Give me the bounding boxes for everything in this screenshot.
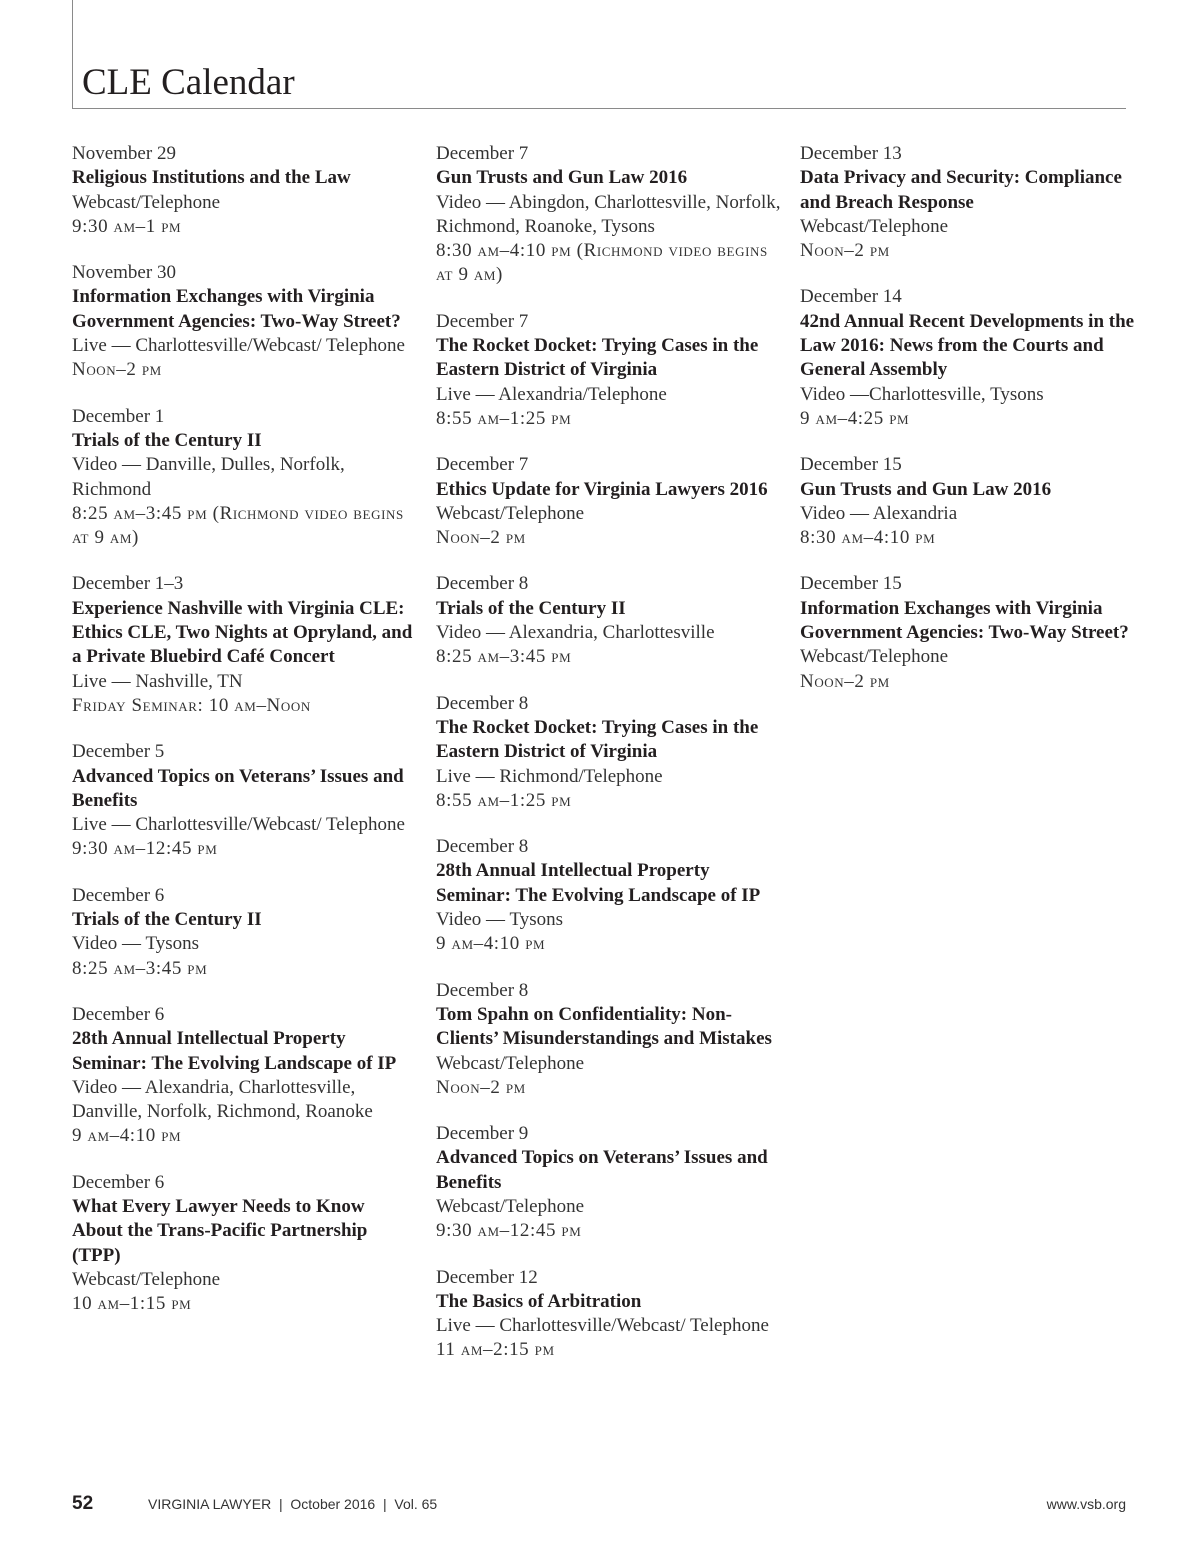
page-number: 52 — [72, 1493, 94, 1514]
event-date: December 7 — [436, 454, 529, 476]
event-time: 9:30 am–12:45 pm — [436, 1220, 582, 1242]
calendar-entry — [72, 740, 417, 861]
calendar-entry — [72, 142, 417, 239]
event-date: December 1–3 — [72, 573, 184, 595]
event-location: Webcast/Telephone — [800, 215, 949, 237]
calendar-entry — [436, 453, 781, 550]
event-title: Information Exchanges with Virginia Government Agencies: Two-Way Street? — [72, 286, 401, 332]
event-time: 8:25 am–3:45 pm — [436, 646, 572, 668]
event-location: Webcast/Telephone — [72, 191, 221, 213]
calendar-entry — [436, 310, 781, 431]
event-title: The Basics of Arbitration — [436, 1290, 642, 1312]
event-date: December 14 — [800, 286, 902, 308]
event-date: December 8 — [436, 573, 529, 595]
event-location: Live — Nashville, TN — [72, 670, 243, 692]
event-title: Tom Spahn on Confidentiality: Non-Clients’ Misunderstandings and Mistakes — [436, 1003, 772, 1050]
event-time: Noon–2 pm — [436, 1076, 526, 1098]
event-location: Webcast/Telephone — [72, 1268, 221, 1290]
calendar-entry — [436, 692, 781, 813]
event-time: 8:55 am–1:25 pm — [436, 407, 572, 429]
calendar-entry — [72, 884, 417, 981]
event-title: Trials of the Century II — [72, 909, 262, 931]
event-time: 9 am–4:25 pm — [800, 407, 910, 429]
event-location: Video — Alexandria, Charlottesville — [436, 622, 715, 644]
event-date: December 15 — [800, 573, 902, 595]
event-title: 42nd Annual Recent Developments in the Law 2016: News from the Courts and General Assembly — [800, 310, 1135, 381]
calendar-entry — [800, 285, 1135, 431]
event-title: Religious Institutions and the Law — [72, 167, 351, 189]
event-location: Webcast/Telephone — [436, 1052, 585, 1074]
event-location: Video — Abingdon, Charlottesville, Norfolk, Richmond, Roanoke, Tysons — [436, 191, 781, 237]
event-location: Video — Danville, Dulles, Norfolk, Richmond — [72, 454, 345, 500]
publication-info: VIRGINIA LAWYER | October 2016 | Vol. 65 — [148, 1496, 438, 1512]
header-vertical-rule — [72, 0, 73, 108]
event-date: December 8 — [436, 692, 529, 714]
event-time: 8:25 am–3:45 pm — [72, 957, 208, 979]
event-date: December 13 — [800, 143, 902, 164]
event-location: Live — Charlottesville/Webcast/ Telephone — [72, 335, 405, 357]
event-title: Trials of the Century II — [72, 429, 262, 451]
event-date: December 7 — [436, 143, 529, 164]
calendar-entry — [800, 453, 1135, 550]
event-date: December 6 — [72, 1171, 165, 1193]
calendar-entry — [436, 1266, 781, 1363]
event-location: Live — Richmond/Telephone — [436, 765, 663, 787]
calendar-entry — [72, 1003, 417, 1149]
event-title: Gun Trusts and Gun Law 2016 — [436, 167, 688, 189]
event-title: 28th Annual Intellectual Property Seminar: The Evolving Landscape of IP — [72, 1028, 397, 1074]
page-title: CLE Calendar — [82, 62, 295, 103]
event-location: Webcast/Telephone — [800, 646, 949, 668]
event-date: December 12 — [436, 1266, 538, 1288]
calendar-column-3 — [800, 142, 1135, 716]
calendar-entry — [72, 261, 417, 382]
event-date: December 6 — [72, 1003, 165, 1025]
event-location: Live — Alexandria/Telephone — [436, 383, 667, 405]
event-date: December 7 — [436, 310, 529, 332]
event-time: 9 am–4:10 pm — [436, 933, 546, 955]
event-date: December 8 — [436, 979, 529, 1001]
calendar-column-1 — [72, 142, 417, 1338]
website-link[interactable]: www.vsb.org — [1046, 1496, 1126, 1512]
calendar-column-2 — [436, 142, 781, 1385]
calendar-entry — [72, 405, 417, 551]
event-location: Live — Charlottesville/Webcast/ Telephone — [72, 814, 405, 836]
event-time: 8:30 am–4:10 pm (Richmond video begins at 9 am) — [436, 240, 768, 286]
event-title: Experience Nashville with Virginia CLE: Ethics CLE, Two Nights at Opryland, and a Private Bluebird Café Concert — [72, 597, 413, 668]
calendar-entry — [800, 572, 1135, 693]
event-time: 9:30 am–1 pm — [72, 215, 182, 237]
event-title: Trials of the Century II — [436, 597, 626, 619]
event-time: Noon–2 pm — [436, 527, 526, 549]
event-time: 9 am–4:10 pm — [72, 1125, 182, 1147]
calendar-entry — [436, 572, 781, 669]
event-location: Video — Tysons — [436, 909, 564, 931]
event-location: Video — Alexandria — [800, 502, 958, 524]
event-time: Noon–2 pm — [72, 359, 162, 381]
event-time: 8:55 am–1:25 pm — [436, 789, 572, 811]
page-footer — [72, 1493, 1126, 1517]
event-date: November 29 — [72, 143, 176, 164]
calendar-entry — [436, 1122, 781, 1243]
calendar-entry — [800, 142, 1135, 263]
event-title: Gun Trusts and Gun Law 2016 — [800, 478, 1052, 500]
event-time: Noon–2 pm — [800, 670, 890, 692]
event-date: December 15 — [800, 454, 902, 476]
event-location: Webcast/Telephone — [436, 1195, 585, 1217]
event-location: Webcast/Telephone — [436, 502, 585, 524]
event-title: The Rocket Docket: Trying Cases in the Eastern District of Virginia — [436, 716, 759, 763]
event-title: 28th Annual Intellectual Property Seminar: The Evolving Landscape of IP — [436, 860, 761, 906]
event-location: Video — Tysons — [72, 933, 200, 955]
event-title: The Rocket Docket: Trying Cases in the Eastern District of Virginia — [436, 335, 759, 381]
event-date: December 5 — [72, 741, 165, 763]
event-date: December 9 — [436, 1123, 529, 1145]
event-location: Video —Charlottesville, Tysons — [800, 383, 1044, 405]
event-date: December 1 — [72, 405, 165, 427]
event-time: 11 am–2:15 pm — [436, 1339, 555, 1361]
event-date: December 8 — [436, 836, 529, 858]
event-title: Information Exchanges with Virginia Government Agencies: Two-Way Street? — [800, 597, 1129, 644]
event-location: Video — Alexandria, Charlottesville, Danville, Norfolk, Richmond, Roanoke — [72, 1076, 373, 1123]
event-time: 10 am–1:15 pm — [72, 1293, 192, 1315]
event-title: Data Privacy and Security: Compliance and Breach Response — [800, 167, 1122, 213]
event-date: December 6 — [72, 884, 165, 906]
event-location: Live — Charlottesville/Webcast/ Telephone — [436, 1315, 769, 1337]
calendar-entry — [72, 572, 417, 718]
event-time: 9:30 am–12:45 pm — [72, 838, 218, 860]
event-time: 8:25 am–3:45 pm (Richmond video begins at 9 am) — [72, 502, 404, 549]
event-title: Ethics Update for Virginia Lawyers 2016 — [436, 478, 768, 500]
event-title: What Every Lawyer Needs to Know About the Trans-Pacific Partnership (TPP) — [72, 1195, 368, 1266]
event-time: Friday Seminar: 10 am–Noon — [72, 694, 311, 716]
calendar-entry — [436, 979, 781, 1100]
header-divider — [72, 108, 1126, 109]
event-title: Advanced Topics on Veterans’ Issues and Benefits — [436, 1147, 768, 1193]
event-time: Noon–2 pm — [800, 240, 890, 262]
event-date: November 30 — [72, 262, 176, 284]
event-title: Advanced Topics on Veterans’ Issues and Benefits — [72, 765, 404, 811]
calendar-entry — [436, 142, 781, 288]
calendar-entry — [72, 1171, 417, 1317]
calendar-entry — [436, 835, 781, 956]
event-time: 8:30 am–4:10 pm — [800, 527, 936, 549]
